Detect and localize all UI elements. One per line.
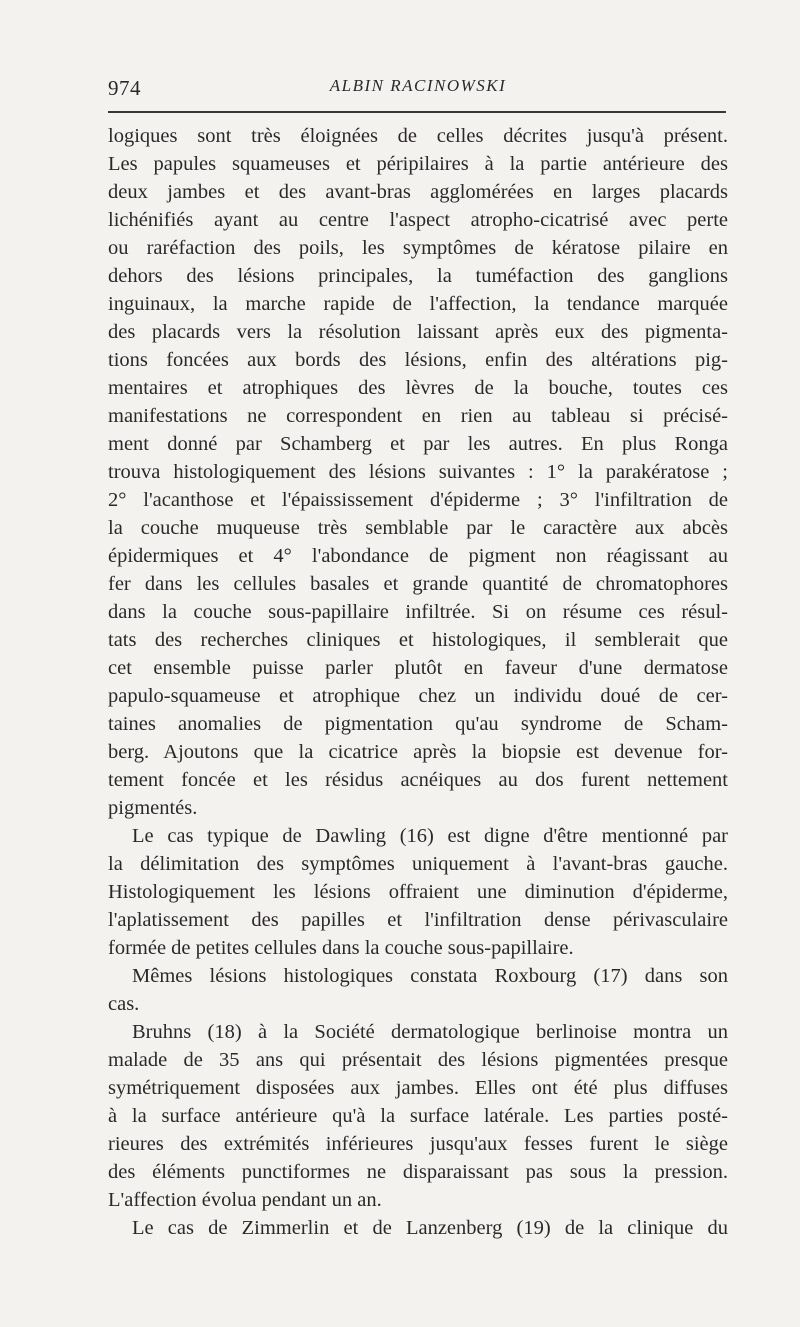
text-line: épidermiques et 4° l'abondance de pigment non réagissant au <box>108 545 728 567</box>
text-line: ou raréfaction des poils, les symptômes de kératose pilaire en <box>108 237 728 259</box>
text-line: des placards vers la résolution laissant après eux des pigmenta- <box>108 321 728 343</box>
running-head: ALBIN RACINOWSKI <box>329 76 507 95</box>
text-line: Histologiquement les lésions offraient une diminution d'épiderme, <box>108 881 728 903</box>
page-number: 974 <box>108 76 141 100</box>
text-line: ment donné par Schamberg et par les autres. En plus Ronga <box>108 433 728 455</box>
text-line: symétriquement disposées aux jambes. Elles ont été plus diffuses <box>108 1077 728 1099</box>
text-line: papulo-squameuse et atrophique chez un individu doué de cer- <box>108 685 728 707</box>
text-line: mentaires et atrophiques des lèvres de la bouche, toutes ces <box>108 377 728 399</box>
text-line: logiques sont très éloignées de celles décrites jusqu'à présent. <box>108 125 728 147</box>
text-line: fer dans les cellules basales et grande quantité de chromatophores <box>108 573 728 595</box>
text-line: tions foncées aux bords des lésions, enfin des altérations pig- <box>108 349 728 371</box>
header-rule <box>108 111 726 113</box>
text-line: des éléments punctiformes ne disparaissant pas sous la pression. <box>108 1161 728 1183</box>
text-line: la délimitation des symptômes uniquement à l'avant-bras gauche. <box>108 853 728 875</box>
text-line: cet ensemble puisse parler plutôt en faveur d'une dermatose <box>108 657 728 679</box>
text-line: Bruhns (18) à la Société dermatologique berlinoise montra un <box>132 1021 728 1043</box>
text-line: la couche muqueuse très semblable par le caractère aux abcès <box>108 517 728 539</box>
text-line: L'affection évolua pendant un an. <box>108 1189 382 1211</box>
text-line: dans la couche sous-papillaire infiltrée. Si on résume ces résul- <box>108 601 728 623</box>
text-line: l'aplatissement des papilles et l'infiltration dense périvasculaire <box>108 909 728 931</box>
text-line: Les papules squameuses et péripilaires à la partie antérieure des <box>108 153 728 175</box>
page-header <box>108 76 728 106</box>
text-line: dehors des lésions principales, la tuméfaction des ganglions <box>108 265 728 287</box>
text-line: Mêmes lésions histologiques constata Roxbourg (17) dans son <box>132 965 728 987</box>
text-line: cas. <box>108 993 140 1015</box>
text-line: tats des recherches cliniques et histologiques, il semblerait que <box>108 629 728 651</box>
text-line: Le cas typique de Dawling (16) est digne d'être mentionné par <box>132 825 728 847</box>
text-line: à la surface antérieure qu'à la surface latérale. Les parties posté- <box>108 1105 728 1127</box>
text-line: Le cas de Zimmerlin et de Lanzenberg (19) de la clinique du <box>132 1217 728 1239</box>
text-line: malade de 35 ans qui présentait des lésions pigmentées presque <box>108 1049 728 1071</box>
text-line: rieures des extrémités inférieures jusqu'aux fesses furent le siège <box>108 1133 728 1155</box>
text-line: formée de petites cellules dans la couche sous-papillaire. <box>108 937 574 959</box>
text-line: pigmentés. <box>108 797 198 819</box>
text-line: tement foncée et les résidus acnéiques au dos furent nettement <box>108 769 728 791</box>
text-line: trouva histologiquement des lésions suivantes : 1° la parakératose ; <box>108 461 728 483</box>
text-line: 2° l'acanthose et l'épaississement d'épiderme ; 3° l'infiltration de <box>108 489 728 511</box>
text-line: inguinaux, la marche rapide de l'affection, la tendance marquée <box>108 293 728 315</box>
text-line: manifestations ne correspondent en rien au tableau si précisé- <box>108 405 728 427</box>
text-line: deux jambes et des avant-bras agglomérées en larges placards <box>108 181 728 203</box>
text-line: taines anomalies de pigmentation qu'au syndrome de Scham- <box>108 713 728 735</box>
text-line: berg. Ajoutons que la cicatrice après la biopsie est devenue for- <box>108 741 728 763</box>
text-line: lichénifiés ayant au centre l'aspect atropho-cicatrisé avec perte <box>108 209 728 231</box>
